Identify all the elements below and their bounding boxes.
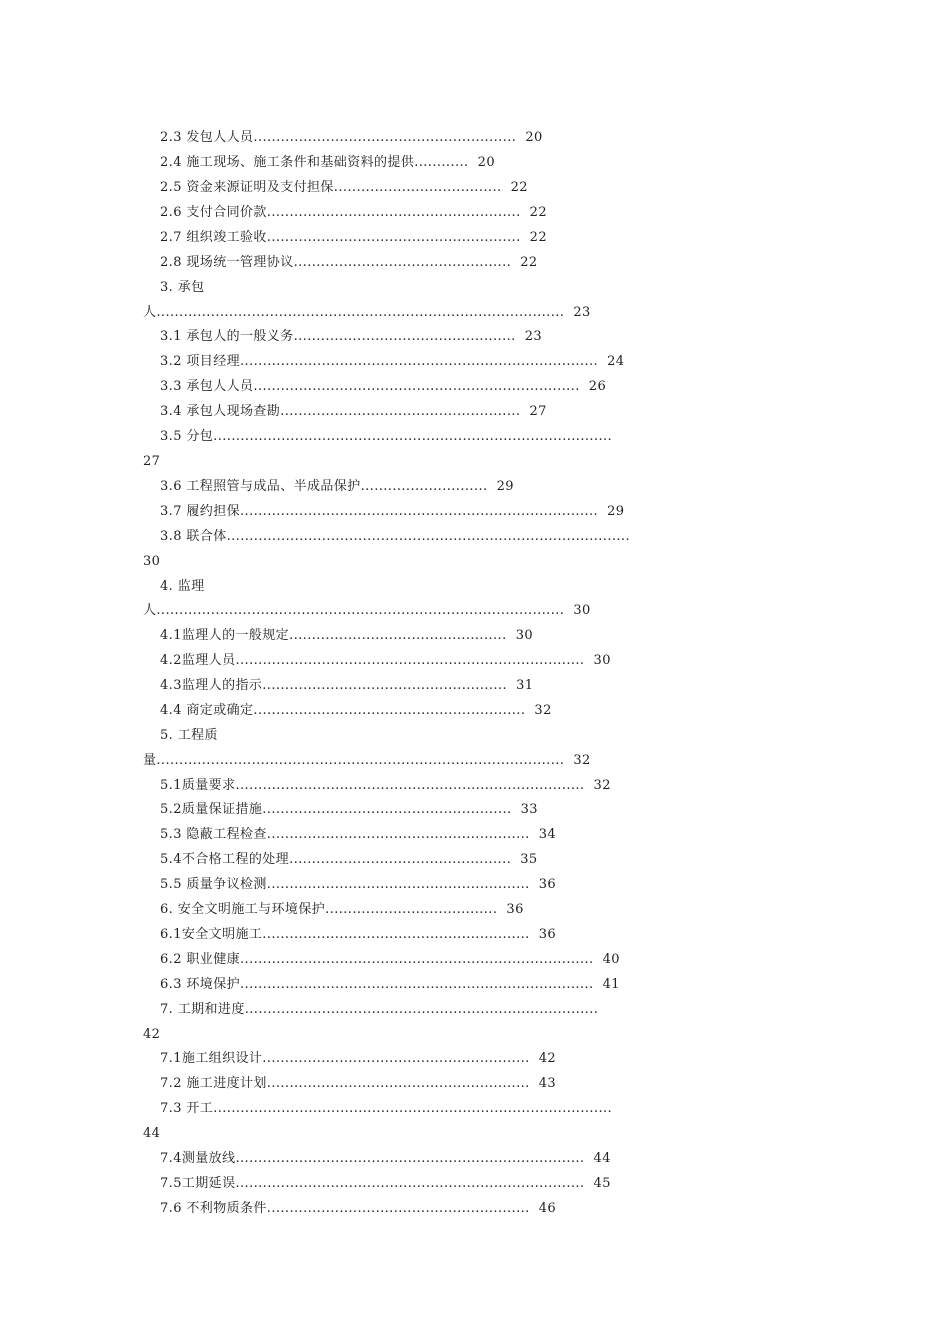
toc-entry-5-2: 5.2质量保证措施....................................................... 33 — [160, 802, 538, 817]
toc-heading-7: 7. 工期和进度.............................................................................. — [160, 1002, 599, 1017]
toc-entry-2-3: 2.3 发包人人员.......................................................... 20 — [160, 130, 543, 145]
toc-entry-5-5: 5.5 质量争议检测.......................................................... 36 — [160, 877, 557, 892]
toc-entry-4-4: 4.4 商定或确定............................................................ 32 — [160, 703, 552, 718]
toc-heading-4: 4. 监理 — [160, 579, 205, 594]
toc-entry-3-6: 3.6 工程照管与成品、半成品保护............................ 29 — [160, 479, 514, 494]
toc-entry-3-8: 3.8 联合体......................................................................................... — [160, 529, 630, 544]
toc-heading-5: 5. 工程质 — [160, 728, 218, 743]
toc-entry-5-3: 5.3 隐蔽工程检查.......................................................... 34 — [160, 827, 557, 842]
toc-entry-3-5: 3.5 分包........................................................................................ — [160, 429, 613, 444]
toc-entry-7-4: 7.4测量放线............................................................................. 44 — [160, 1151, 611, 1166]
toc-entry-6-3: 6.3 环境保护.............................................................................. 41 — [160, 977, 620, 992]
toc-entry-6-1: 6.1安全文明施工........................................................... 36 — [160, 927, 557, 942]
toc-entry-3-8-page: 30 — [143, 554, 161, 569]
toc-entry-7-3: 7.3 开工........................................................................................ — [160, 1101, 613, 1116]
toc-heading-5-cont: 量.......................................................................................... 32 — [143, 753, 591, 768]
toc-heading-7-page: 42 — [143, 1027, 161, 1042]
toc-entry-3-7: 3.7 履约担保............................................................................... 29 — [160, 504, 625, 519]
toc-heading-3-cont: 人.......................................................................................... 23 — [143, 305, 591, 320]
toc-entry-5-1: 5.1质量要求............................................................................. 32 — [160, 778, 611, 793]
toc-entry-4-2: 4.2监理人员............................................................................. 30 — [160, 653, 611, 668]
toc-entry-7-1: 7.1施工组织设计........................................................... 42 — [160, 1051, 557, 1066]
toc-entry-7-2: 7.2 施工进度计划.......................................................... 43 — [160, 1076, 557, 1091]
toc-entry-3-2: 3.2 项目经理............................................................................... 24 — [160, 354, 625, 369]
toc-entry-6-2: 6.2 职业健康.............................................................................. 40 — [160, 952, 620, 967]
toc-heading-3: 3. 承包 — [160, 280, 205, 295]
toc-entry-2-6: 2.6 支付合同价款........................................................ 22 — [160, 205, 548, 220]
toc-entry-3-1: 3.1 承包人的一般义务................................................. 23 — [160, 329, 543, 344]
toc-entry-4-3: 4.3监理人的指示...................................................... 31 — [160, 678, 534, 693]
toc-heading-6: 6. 安全文明施工与环境保护...................................... 36 — [160, 902, 524, 917]
toc-entry-3-4: 3.4 承包人现场查勘..................................................... 27 — [160, 404, 547, 419]
toc-heading-4-cont: 人.......................................................................................... 30 — [143, 603, 591, 618]
toc-entry-2-8: 2.8 现场统一管理协议................................................ 22 — [160, 255, 538, 270]
toc-entry-5-4: 5.4不合格工程的处理................................................. 35 — [160, 852, 538, 867]
toc-entry-7-5: 7.5工期延误............................................................................. 45 — [160, 1176, 611, 1191]
toc-entry-2-7: 2.7 组织竣工验收........................................................ 22 — [160, 230, 548, 245]
toc-entry-3-5-page: 27 — [143, 454, 161, 469]
toc-entry-7-3-page: 44 — [143, 1126, 161, 1141]
toc-entry-2-4: 2.4 施工现场、施工条件和基础资料的提供............ 20 — [160, 155, 496, 170]
toc-entry-2-5: 2.5 资金来源证明及支付担保..................................... 22 — [160, 180, 528, 195]
toc-entry-4-1: 4.1监理人的一般规定................................................ 30 — [160, 628, 534, 643]
toc-entry-7-6: 7.6 不利物质条件.......................................................... 46 — [160, 1201, 557, 1216]
toc-entry-3-3: 3.3 承包人人员........................................................................ 26 — [160, 379, 607, 394]
